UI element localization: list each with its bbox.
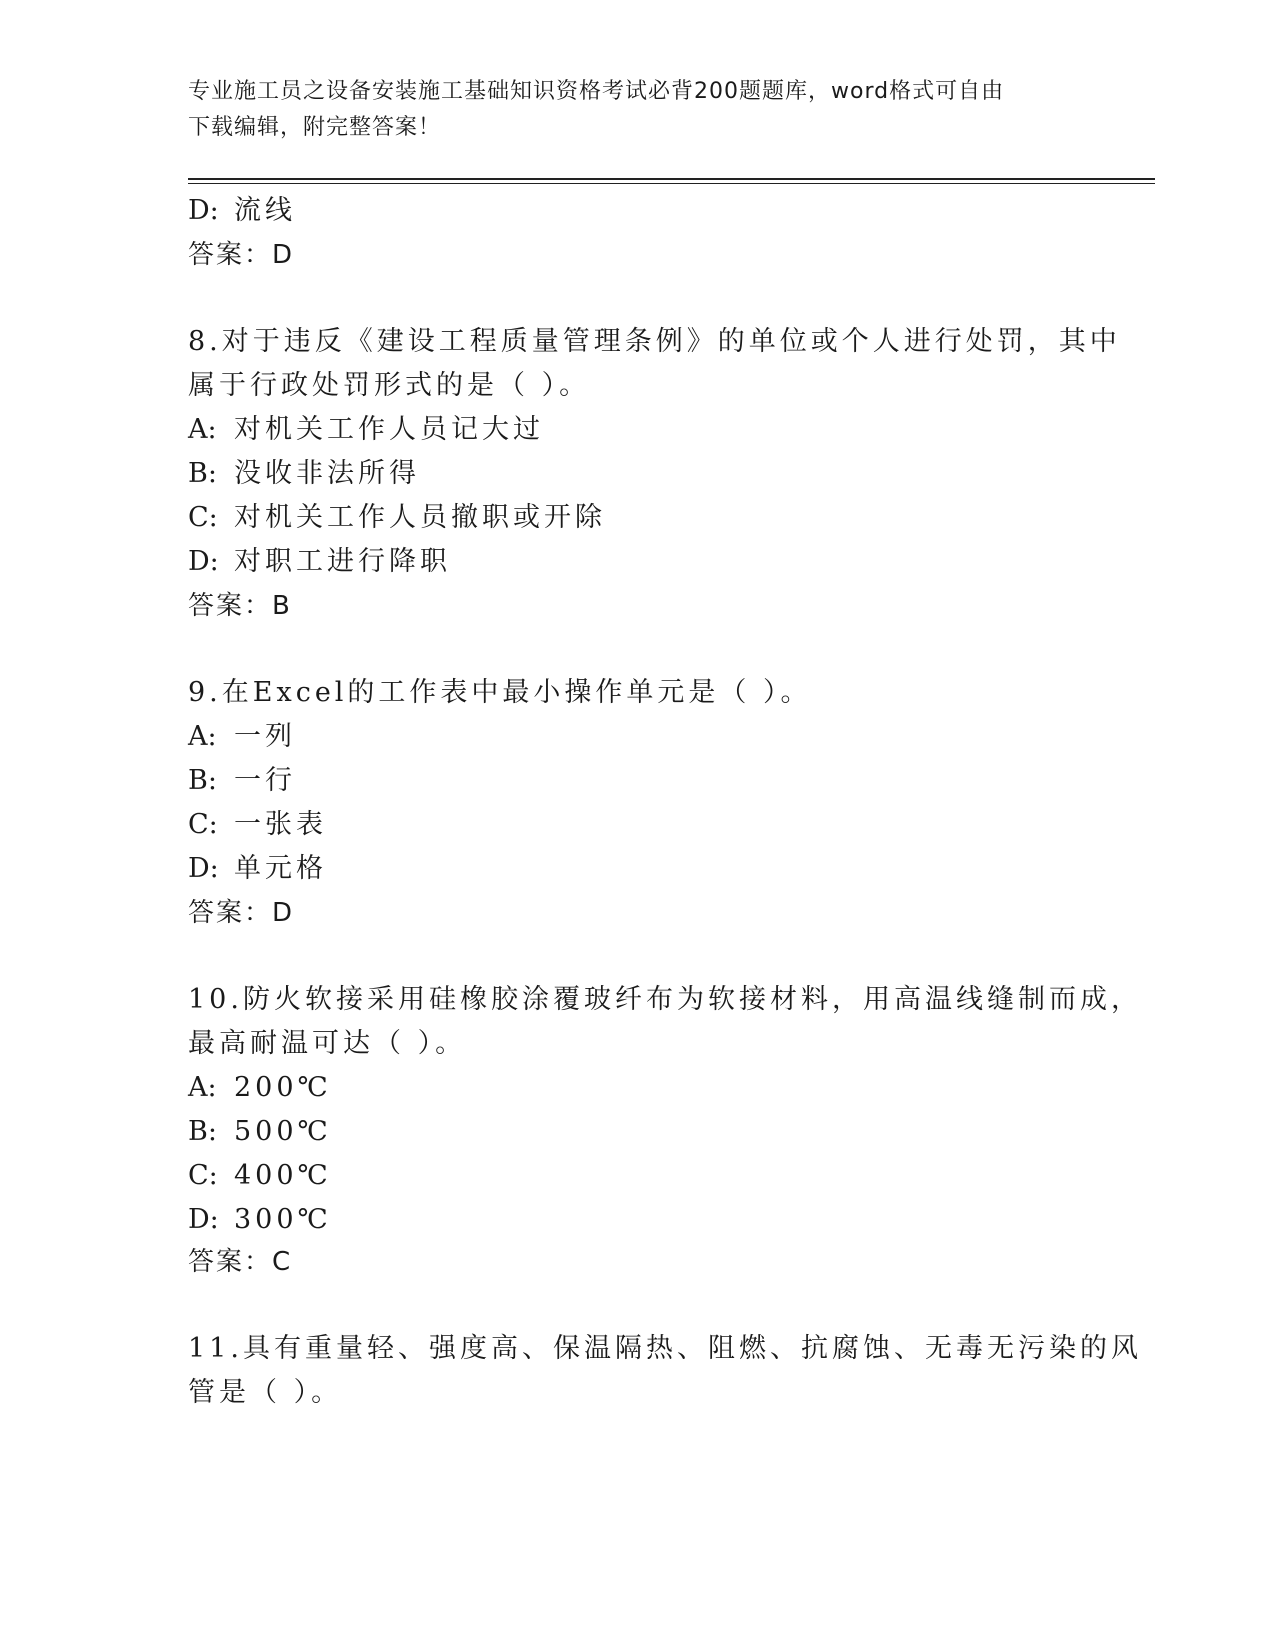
option-text: 200℃ — [234, 1072, 332, 1103]
q10-stem-line-2: 最高耐温可达（ ）。 — [188, 1028, 467, 1059]
option-key: D: — [188, 546, 219, 577]
option-text: 单元格 — [234, 853, 327, 884]
option-text: 一行 — [234, 765, 296, 796]
header-line-2: 下载编辑，附完整答案！ — [188, 115, 442, 140]
option-text: 400℃ — [234, 1160, 332, 1191]
option-key: C: — [188, 502, 218, 533]
option-key: A: — [188, 414, 217, 445]
option-key: D: — [188, 853, 219, 884]
option-text: 对职工进行降职 — [234, 546, 451, 577]
q10-option-a — [188, 1068, 332, 1108]
q8-option-a — [188, 410, 544, 450]
q10-stem-line-1: 10.防火软接采用硅橡胶涂覆玻纤布为软接材料，用高温线缝制而成， — [188, 984, 1142, 1015]
q9-option-b — [188, 761, 296, 801]
option-key: D: — [188, 195, 219, 226]
q10-option-d — [188, 1200, 332, 1240]
q10-answer: 答案：C — [188, 1247, 293, 1277]
option-key: A: — [188, 721, 217, 752]
q8-stem-line-2: 属于行政处罚形式的是（ ）。 — [188, 370, 591, 401]
option-text: 没收非法所得 — [234, 458, 420, 489]
q9-option-a — [188, 717, 296, 757]
option-key: C: — [188, 809, 218, 840]
document-header — [188, 74, 1068, 146]
q9-answer: 答案：D — [188, 898, 295, 928]
option-key: B: — [188, 765, 217, 796]
q8-option-d — [188, 542, 451, 582]
q8-stem-line-1: 8.对于违反《建设工程质量管理条例》的单位或个人进行处罚，其中 — [188, 326, 1121, 357]
q9-stem-line-1: 9.在Excel的工作表中最小操作单元是（ ）。 — [188, 677, 812, 708]
option-key: D: — [188, 1204, 219, 1235]
option-key: A: — [188, 1072, 217, 1103]
header-divider-thick — [188, 178, 1155, 180]
q9-option-c — [188, 805, 327, 845]
header-line-1: 专业施工员之设备安装施工基础知识资格考试必背200题题库，word格式可自由 — [188, 79, 1005, 104]
option-text: 一列 — [234, 721, 296, 752]
option-text: 对机关工作人员撤职或开除 — [234, 502, 606, 533]
q7-answer: 答案：D — [188, 240, 295, 270]
header-divider-thin — [188, 183, 1155, 184]
q8-option-b — [188, 454, 420, 494]
option-text: 对机关工作人员记大过 — [234, 414, 544, 445]
option-text: 300℃ — [234, 1204, 332, 1235]
option-text: 流线 — [234, 195, 296, 226]
q10-option-c — [188, 1156, 332, 1196]
option-text: 500℃ — [234, 1116, 332, 1147]
q7-option-d — [188, 191, 296, 231]
q8-answer: 答案：B — [188, 591, 292, 621]
option-key: B: — [188, 458, 217, 489]
q11-stem-line-1: 11.具有重量轻、强度高、保温隔热、阻燃、抗腐蚀、无毒无污染的风 — [188, 1333, 1142, 1364]
q8-option-c — [188, 498, 606, 538]
option-text: 一张表 — [234, 809, 327, 840]
q11-stem-line-2: 管是（ ）。 — [188, 1377, 343, 1408]
option-key: C: — [188, 1160, 218, 1191]
q9-option-d — [188, 849, 327, 889]
q10-option-b — [188, 1112, 332, 1152]
option-key: B: — [188, 1116, 217, 1147]
